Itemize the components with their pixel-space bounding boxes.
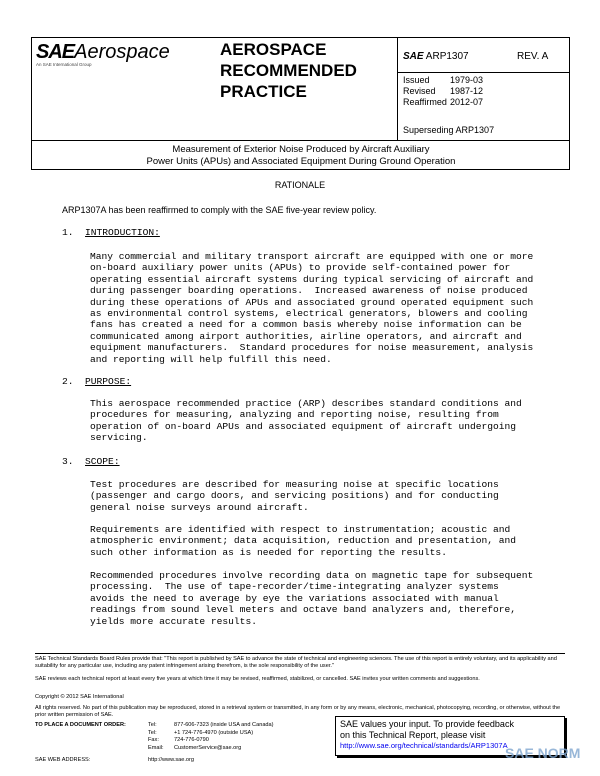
section-3-paragraph: Recommended procedures involve recording data on magnetic tape for subsequent processing. The use of tape-recorder/time-integrating analyzer systems avoids the need to average by eye the variations associated with manual readings from sound level meters and octave band analyzers and, therefore, yields more accurate results. xyxy=(90,570,534,627)
web-address-link[interactable]: http://www.sae.org xyxy=(148,757,195,763)
sae-aerospace-logo: SAEAerospace xyxy=(36,41,170,63)
watermark-logo: SAE NORM xyxy=(505,745,581,761)
rationale-text: ARP1307A has been reaffirmed to comply with the SAE five-year review policy. xyxy=(62,205,377,215)
order-label: TO PLACE A DOCUMENT ORDER: xyxy=(35,722,126,728)
web-label: SAE WEB ADDRESS: xyxy=(35,757,91,763)
feedback-link[interactable]: http://www.sae.org/technical/standards/ARP1307A xyxy=(340,741,508,750)
section-3-heading: 3. SCOPE: xyxy=(62,456,120,467)
footer-rules: SAE Technical Standards Board Rules provide that: "This report is published by SAE to advance the state of technical and engineering sciences. The use of this report is entirely voluntary, and its applicability and suitability for any particular use, including any patent infringement arising therefrom, is the sole responsibility of the user." xyxy=(35,656,557,669)
document-title: Measurement of Exterior Noise Produced by Aircraft Auxiliary Power Units (APUs) and Associated Equipment During Ground Operation xyxy=(146,144,456,167)
section-1-paragraph: Many commercial and military transport aircraft are equipped with one or more on-board auxiliary power units (APUs) to provide self-contained power for operating essential aircraft systems during typical servicing of aircraft and during passenger boarding operations. Increased awareness of noise produced during these operations of APUs and associated ground operated equipment such as environmental control systems, electrical generators, blowers and cooling fans has created a need for a common basis whereby noise information can be communicated among airport authorities, airline operators, and aircraft and equipment manufacturers. Standard procedures for noise measurement, analysis and reporting will help fulfill this need. xyxy=(90,251,534,365)
revision: REV. A xyxy=(517,51,549,62)
email-link[interactable]: CustomerService@sae.org xyxy=(174,744,242,751)
footer-copyright: Copyright © 2012 SAE International xyxy=(35,694,124,700)
contact-list: Tel: 877-606-7323 (inside USA and Canada) Tel: +1 724-776-4970 (outside USA) Fax: 724-776-0790 Email: CustomerService@sae.org xyxy=(148,722,274,751)
document-type: AEROSPACE RECOMMENDED PRACTICE xyxy=(220,40,357,101)
footer-review: SAE reviews each technical report at least every five years at which time it may be revised, reaffirmed, stabilized, or cancelled. SAE invites your written comments and suggestions. xyxy=(35,676,480,682)
footer-rights: All rights reserved. No part of this publication may be reproduced, stored in a retrieval system or transmitted, in any form or by any means, electronic, mechanical, photocopying, recording, or otherwise, without the prior written permission of SAE. xyxy=(35,705,561,718)
section-1-heading: 1. INTRODUCTION: xyxy=(62,227,160,238)
rationale-heading: RATIONALE xyxy=(274,180,326,190)
header-box xyxy=(31,37,570,170)
date-table: Issued 1979-03 Revised 1987-12 Reaffirmed 2012-07 xyxy=(403,75,484,107)
section-3-paragraph: Requirements are identified with respect to instrumentation; acoustic and atmospheric environment; data acquisition, reduction and presentation, and such other information as is needed for reporting the results. xyxy=(90,524,517,558)
superseding: Superseding ARP1307 xyxy=(403,125,495,135)
section-2-paragraph: This aerospace recommended practice (ARP) describes standard conditions and procedures for measuring, analyzing and reporting noise, resulting from operation of on-board APUs and associated equipment of aircraft undergoing servicing. xyxy=(90,398,522,444)
section-3-paragraph: Test procedures are described for measuring noise at specific locations (passenger and cargo doors, and servicing positions) and for conducting general noise surveys around aircraft. xyxy=(90,479,499,513)
section-2-heading: 2. PURPOSE: xyxy=(62,376,132,387)
logo-tagline: An SAE International Group xyxy=(36,62,92,67)
doc-number: SAE ARP1307 xyxy=(403,51,469,62)
feedback-box: SAE values your input. To provide feedback on this Technical Report, please visit http://www.sae.org/technical/standards/ARP1307A xyxy=(335,716,565,756)
